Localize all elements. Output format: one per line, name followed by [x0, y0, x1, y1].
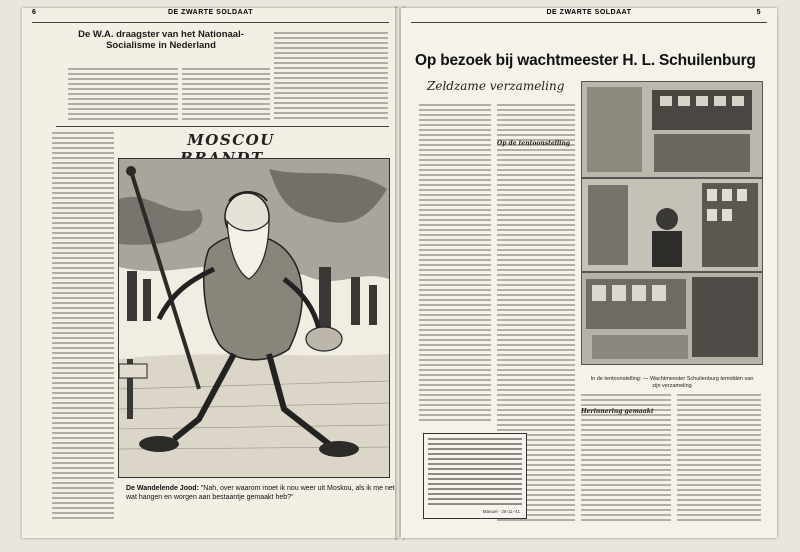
subhead-memory: Herinnering gemaakt [581, 408, 654, 415]
left-running-head [32, 9, 389, 21]
cartoon-caption [126, 484, 396, 502]
boxed-verse-signature: Manuel - 26-11-'41 [482, 509, 520, 514]
moscow-burning-cartoon [118, 158, 390, 478]
left-mid-rule [56, 126, 389, 127]
subhead-exhibition: Op de tentoonstelling [497, 140, 571, 147]
left-page-number: 6 [32, 9, 37, 16]
photo-image-1 [582, 82, 762, 177]
cartoon-illustration [119, 159, 389, 477]
left-article-headline: De W.A. draagster van het Nationaal-Socialisme in Nederland [78, 29, 244, 51]
photo-schuilenburg-portrait [581, 178, 763, 272]
left-head-rule [32, 22, 389, 23]
photo-caption: In de tentoonstelling: — Wachtmeester Schuilenburg temidden van zijn verzameling [590, 376, 754, 389]
boxed-verse [423, 433, 527, 519]
cartoon-title: MOSCOU [187, 131, 275, 149]
right-page [401, 8, 777, 538]
right-running-head [411, 9, 767, 21]
left-intro-text-col1 [68, 68, 178, 124]
left-body-column [52, 132, 114, 524]
right-head-rule [411, 22, 767, 23]
right-lower-col2 [677, 394, 761, 524]
left-page [22, 8, 399, 538]
left-running-title: DE ZWARTE SOLDAAT [168, 9, 253, 16]
article-subheadline: Zeldzame verzameling [427, 79, 565, 93]
photo-column [581, 81, 761, 363]
left-top-right-text [274, 32, 388, 124]
photo-collection-room [581, 81, 763, 178]
right-body-col1 [419, 104, 491, 424]
right-running-title: DE ZWARTE SOLDAAT [546, 9, 632, 16]
caption-text: "Nah, over waarom moet ik nou weer uit Moskou, als ik me net wat hangen en worgen aan bestaantje gemaakt heb?" [126, 485, 395, 501]
photo-image-2 [582, 179, 762, 271]
left-intro-text-col2 [182, 68, 270, 124]
photo-image-3 [582, 273, 762, 364]
caption-label: De Wandelende Jood: [126, 485, 199, 492]
right-page-number: 5 [756, 9, 761, 16]
photo-display-cases [581, 272, 763, 365]
article-headline: Op bezoek bij wachtmeester H. L. Schuilenburg [415, 52, 756, 69]
